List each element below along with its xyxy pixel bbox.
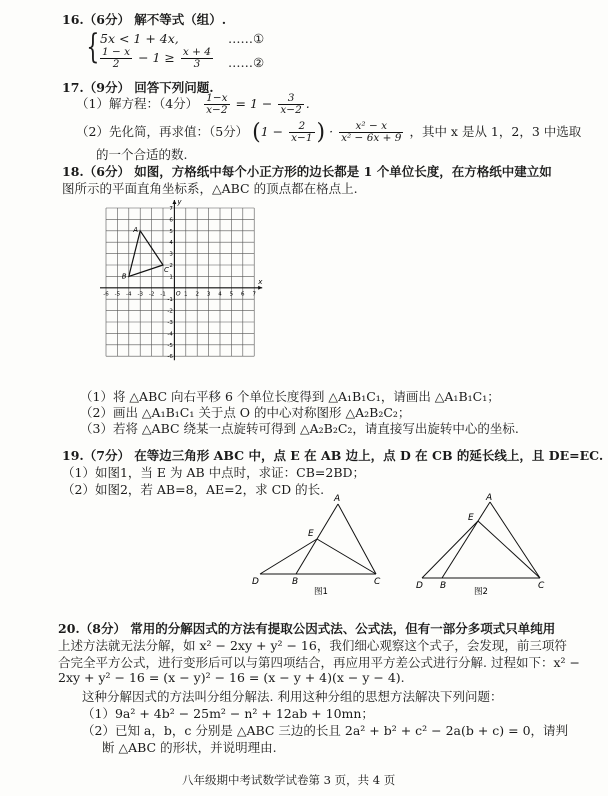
q20-line4: 2xy + y² − 16 = (x − y)² − 16 = (x − y + 4)(x − y − 4). [58,670,405,685]
y-tick-label: 7 [169,206,173,212]
fig2-side-AC [490,502,540,578]
fig2-seg-EC [478,521,540,578]
fig2-side-AB [442,502,490,578]
y-tick-label: 6 [169,217,173,224]
q18-part1: （1）将 △ABC 向右平移 6 个单位长度得到 △A₁B₁C₁，请画出 △A₁B₁C₁； [80,389,500,404]
fig1-label-C: C [374,577,381,587]
q20-line2: 上述方法就无法分解，如 x² − 2xy + y² − 16，我们细心观察这个式子，会发现，前三项符 [58,638,567,653]
fig2-label-A: A [486,493,493,503]
vertex-label-a: A [133,225,138,234]
q20-line1: 20.（8分） 常用的分解因式的方法有提取公因式法、公式法，但有一部分多项式只单纯用 [58,621,556,636]
fig1-label-B: B [292,577,299,587]
q18-part3: （3）若将 △ABC 绕某一点旋转可得到 △A₂B₂C₂，请直接写出旋转中心的坐标. [80,421,519,436]
fig1-label-D: D [252,577,259,587]
fig1-side-AC [338,504,376,574]
fig1-label-A: A [334,494,341,504]
fig2-label-E: E [468,513,474,523]
x-tick-label: -2 [148,291,155,298]
x-tick-label: 3 [206,291,211,298]
q17-part2-line2: 的一个合适的数. [96,147,188,162]
q16-mark-1: ……① [228,31,265,46]
x-tick-label: 2 [195,291,199,298]
q20-part2-line2: 断 △ABC 的形状，并说明理由. [102,740,277,755]
fig2-seg-DE [422,521,478,578]
y-tick-label: 3 [169,251,173,258]
y-tick-label: 4 [169,240,173,247]
coordinate-grid [96,196,286,382]
q17-part2: （2）先化简，再求值：（5分） (1 − $\frac{2}{x-1}$ ) · $\frac{\text{x² − x}}{\text{x² − 6x + 9}}$ ，其中 x 是从 1，2，3 中选取 [76,119,582,145]
q16-mark-2: ……② [228,55,265,70]
page-footer: 八年级期中考试数学试卷第 3 页，共 4 页 [182,773,396,787]
y-axis-label: y [177,198,182,206]
x-axis-label: x [258,277,263,286]
x-tick-label: -5 [114,291,121,298]
origin-label: O [175,290,181,298]
q18-part2: （2）画出 △A₁B₁C₁ 关于点 O 的中心对称图形 △A₂B₂C₂； [80,405,411,420]
y-tick-label: -5 [167,342,173,349]
y-tick-label: -2 [167,308,173,315]
y-tick-label: 5 [169,228,173,235]
figure-2 [414,492,564,600]
q20-part1: （1）9a² + 4b² − 25m² − n² + 12ab + 10mn； [82,706,374,721]
x-tick-label: -6 [103,291,109,298]
vertex-label-b: B [121,272,127,281]
q16-heading: 16.（6分） 解不等式（组）. [62,12,227,27]
fig2-caption: 图2 [474,587,488,597]
y-tick-label: 2 [169,263,173,269]
y-tick-label: -4 [167,331,173,338]
q20-line5: 这种分解因式的方法叫分组分解法. 利用这种分组的思想方法解决下列问题： [82,689,503,704]
x-axis-arrow [258,286,262,290]
q20-line3: 合完全平方公式，进行变形后可以与第四项结合，再应用平方差公式进行分解. 过程如下：x² − [58,655,580,670]
q18-line2: 图所示的平面直角坐标系，△ABC 的顶点都在格点上. [62,181,358,196]
x-tick-label: -1 [160,291,166,298]
q18-heading: 18.（6分） 如图，方格纸中每个小正方形的边长都是 1 个单位长度，在方格纸中建立如 [62,164,552,179]
x-tick-label: 5 [229,291,234,298]
q17-part1: （1）解方程：（4分） $\frac{1-x}{x-2}$ = 1 − $\frac{3}{x-2}$ . [76,92,310,117]
q19-heading: 19.（7分） 在等边三角形 ABC 中，点 E 在 AB 边上，点 D 在 CB 的延长线上，且 DE=EC. [62,448,604,463]
y-axis-arrow [172,200,176,204]
q16-inequality-2: $\frac{1 - x}{2}$ − 1 ≥ $\frac{x + 4}{3}$ [102,46,211,71]
fig1-label-E: E [308,529,314,539]
q17-heading: 17.（9分） 回答下列问题. [62,80,214,95]
x-tick-label: 7 [252,291,256,298]
figure-1 [250,492,400,600]
vertex-label-c: C [164,266,169,274]
q16-inequality-1: 5x < 1 + 4x, [100,31,179,46]
x-tick-label: 1 [184,291,188,298]
q19-part2: （2）如图2，若 AB=8，AE=2，求 CD 的长. [62,482,325,497]
x-tick-label: 6 [241,291,245,298]
q19-part1: （1）如图1，当 E 为 AB 中点时，求证：CB=2BD； [62,465,366,480]
y-tick-label: 1 [169,274,173,281]
fig2-label-B: B [440,581,447,591]
system-brace: { [86,27,100,67]
x-tick-label: -4 [126,291,132,298]
fig1-caption: 图1 [314,587,328,597]
fig2-label-C: C [538,581,545,591]
y-tick-label: -3 [167,320,173,326]
fig1-seg-EC [317,539,376,574]
y-tick-label: -6 [167,354,173,361]
q20-part2: （2）已知 a，b，c 分别是 △ABC 三边的长且 2a² + b² + c² − 2a(b + c) = 0，请判 [82,723,569,738]
x-tick-label: -3 [137,291,143,298]
fig2-label-D: D [416,581,423,591]
y-tick-label: -1 [167,297,173,304]
fig1-seg-DE [260,539,317,574]
x-tick-label: 4 [218,291,222,298]
